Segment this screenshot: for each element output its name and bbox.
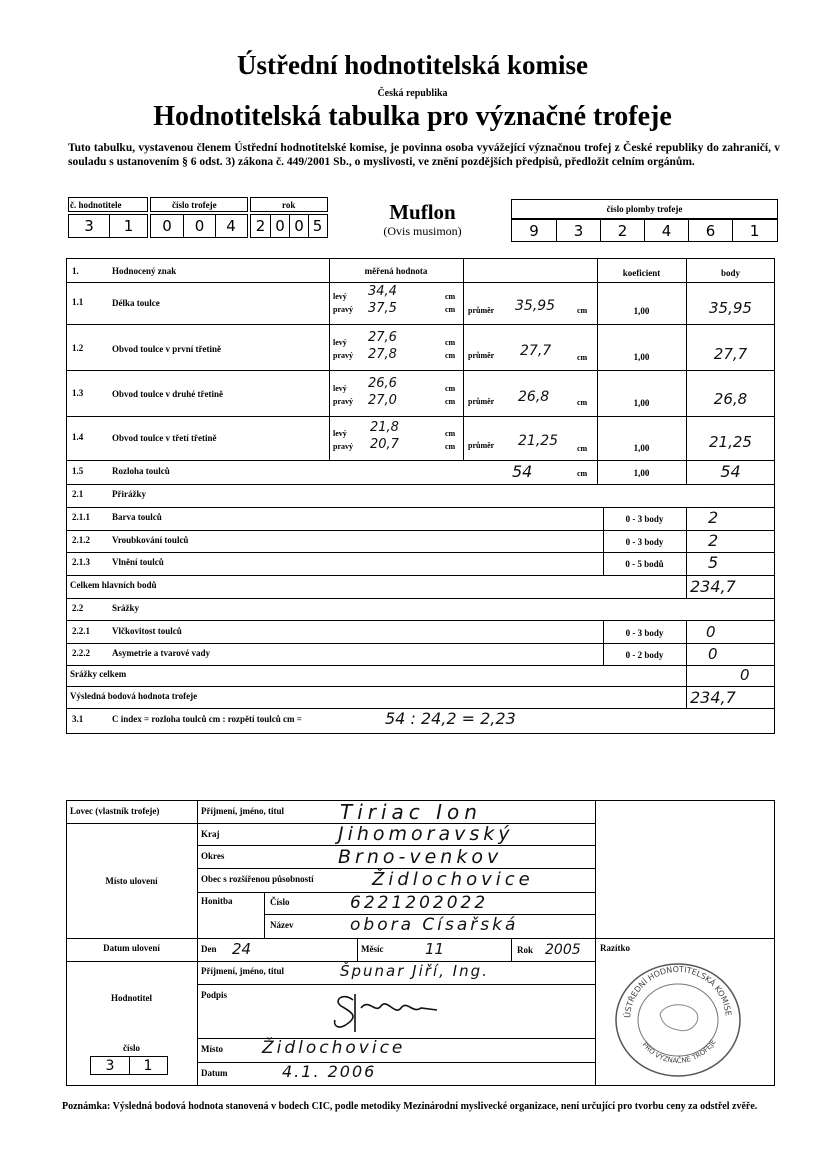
col-points-header: body [720, 268, 740, 278]
col-num-header: 1. [72, 266, 79, 276]
coef-value: 1,00 [633, 468, 650, 478]
col-coef-header: koeficient [622, 268, 661, 278]
issue-date-value: 4.1. 2006 [282, 1062, 377, 1081]
row-num: 2.1.3 [72, 557, 90, 567]
unit-label: cm [445, 384, 456, 393]
unit-label: cm [445, 292, 456, 301]
col-measured-header: měřená hodnota [364, 266, 428, 276]
avg-label: průměr [468, 351, 495, 360]
left-value: 34,4 [368, 284, 397, 299]
points-value: 0 [706, 623, 716, 641]
digit: 0 [183, 215, 215, 237]
digit: 0 [289, 215, 308, 237]
ground-name-label: Název [270, 920, 294, 930]
digit: 2 [255, 217, 266, 235]
avg-value: 27,7 [520, 343, 552, 359]
name-label: Příjmení, jméno, titul [201, 806, 284, 816]
year-boxes [250, 214, 328, 238]
coef-value: 1,00 [633, 352, 650, 362]
final-score-label: Výsledná bodová hodnota trofeje [70, 691, 198, 701]
row-name: Vlčkovitost toulců [112, 626, 182, 636]
final-score-value: 234,7 [690, 688, 736, 707]
total-plus-value: 234,7 [690, 577, 736, 596]
span-value: 54 [512, 462, 533, 481]
avg-value: 21,25 [518, 433, 559, 449]
digit: 5 [308, 215, 326, 237]
date-label: Datum ulovení [103, 943, 160, 953]
svg-text:ÚSTŘEDNÍ HODNOTITELSKÁ KOMISE: ÚSTŘEDNÍ HODNOTITELSKÁ KOMISE [622, 964, 733, 1019]
total-minus-label: Srážky celkem [70, 669, 127, 679]
row-num: 1.4 [72, 432, 84, 442]
evaluator-no-label: č. hodnotitele [70, 200, 122, 210]
points-value: 27,7 [713, 345, 748, 363]
evaluator-no-lower [90, 1056, 168, 1075]
digit: 1 [109, 215, 147, 237]
row-num: 3.1 [72, 714, 84, 724]
municipality-value: Židlochovice [372, 869, 534, 890]
unit-label: cm [445, 442, 456, 451]
section-additions: Přirážky [112, 489, 146, 499]
row-name: Délka toulce [112, 298, 160, 308]
right-label: pravý [333, 397, 353, 406]
digit: 1 [732, 220, 776, 241]
points-range: 0 - 3 body [625, 514, 664, 524]
seal-no-boxes [511, 219, 778, 242]
location-value: Židlochovice [262, 1038, 406, 1058]
points-value: 2 [708, 531, 719, 550]
coef-value: 1,00 [633, 443, 650, 453]
trophy-no-label: číslo trofeje [172, 200, 217, 210]
row-num: 2.2.1 [72, 626, 90, 636]
avg-label: průměr [468, 306, 495, 315]
row-name: Vroubkování toulců [112, 535, 189, 545]
ground-label: Honitba [201, 896, 233, 906]
country-label: Česká republika [377, 88, 448, 99]
cindex-value: 54 : 24,2 = 2,23 [385, 709, 516, 728]
left-label: levý [333, 384, 347, 393]
section-deductions: Srážky [112, 603, 139, 613]
right-value: 27,8 [368, 347, 397, 362]
evaluator-label: Hodnotitel [110, 993, 152, 1003]
evaluator-name-label: Příjmení, jméno, titul [201, 966, 284, 976]
digit: 4 [644, 220, 688, 241]
left-label: levý [333, 338, 347, 347]
row-num: 2.2.2 [72, 648, 90, 658]
points-value: 0 [708, 645, 718, 663]
points-value: 2 [708, 508, 719, 527]
location-label: Místo [201, 1044, 223, 1054]
row-name: Obvod toulce v druhé třetině [112, 389, 223, 399]
coef-value: 1,00 [633, 306, 650, 316]
total-plus-label: Celkem hlavních bodů [70, 580, 157, 590]
row-num: 1.5 [72, 466, 84, 476]
day-value: 24 [232, 940, 252, 958]
row-num: 1.2 [72, 343, 84, 353]
issue-date-label: Datum [201, 1068, 228, 1078]
points-value: 26,8 [713, 390, 748, 408]
stamp-label: Razítko [600, 943, 630, 953]
evaluation-table [66, 258, 775, 734]
municipality-label: Obec s rozšířenou působností [201, 874, 314, 884]
avg-label: průměr [468, 397, 495, 406]
intro-text: Tuto tabulku, vystavenou členem Ústřední hodnotitelské komise, je povinna osoba vyvážející význačnou trofej z České republiky do zahraničí, v souladu s ustanovením § 6 odst. 3) zákona č. 449/2001 Sb., o myslivosti, ve znění pozdějších předpisů, předložit celním orgánům. [68, 142, 780, 168]
points-range: 0 - 5 bodů [625, 559, 664, 569]
place-label: Místo ulovení [105, 876, 158, 886]
district-value: Brno-venkov [338, 846, 503, 868]
points-value: 54 [720, 462, 741, 481]
trophy-no-boxes [150, 214, 248, 238]
digit: 1 [129, 1057, 166, 1074]
digit: 6 [688, 220, 732, 241]
district-label: Okres [201, 851, 225, 861]
hunter-label: Lovec (vlastník trofeje) [70, 806, 160, 816]
row-name: Rozloha toulců [112, 466, 170, 476]
points-range: 0 - 3 body [625, 628, 664, 638]
svg-text:PRO VÝZNAČNÉ TROFEJE: PRO VÝZNAČNÉ TROFEJE [640, 1038, 718, 1065]
points-value: 5 [708, 553, 719, 572]
unit-label: cm [445, 351, 456, 360]
evaluator-name-value: Špunar Jiří, Ing. [340, 962, 489, 980]
unit-label: cm [445, 397, 456, 406]
points-range: 0 - 3 body [625, 537, 664, 547]
digit: 4 [215, 215, 246, 237]
unit-label: cm [577, 306, 588, 315]
row-name: Obvod toulce v první třetině [112, 344, 221, 354]
region-value: Jihomoravský [338, 823, 514, 845]
digit: 2 [600, 220, 644, 241]
unit-label: cm [577, 469, 588, 478]
right-label: pravý [333, 442, 353, 451]
points-value: 35,95 [709, 299, 752, 317]
row-num: 1.1 [72, 297, 84, 307]
species-latin: (Ovis musimon) [383, 224, 462, 238]
row-num: 2.1.2 [72, 535, 90, 545]
digit: 0 [162, 217, 172, 235]
ground-number-value: 6221202022 [350, 893, 489, 913]
right-label: pravý [333, 305, 353, 314]
seal-no-label: číslo plomby trofeje [606, 204, 683, 214]
avg-value: 26,8 [518, 389, 550, 405]
document-title: Hodnotitelská tabulka pro význačné trofeje [153, 101, 672, 132]
left-value: 26,6 [368, 376, 397, 391]
region-label: Kraj [201, 829, 220, 839]
year-label-lower: Rok [517, 945, 534, 955]
row-num: 2.1.1 [72, 512, 90, 522]
month-value: 11 [425, 940, 445, 958]
coef-value: 1,00 [633, 398, 650, 408]
left-label: levý [333, 429, 347, 438]
ground-number-label: Číslo [270, 897, 290, 907]
signature-label: Podpis [201, 990, 228, 1000]
right-label: pravý [333, 351, 353, 360]
row-num: 2.2 [72, 603, 84, 613]
avg-label: průměr [468, 441, 495, 450]
unit-label: cm [445, 338, 456, 347]
unit-label: cm [445, 429, 456, 438]
row-name: Vlnění toulců [112, 557, 164, 567]
year-value: 2005 [545, 942, 581, 958]
species-name: Muflon [389, 200, 456, 224]
row-num: 1.3 [72, 388, 84, 398]
col-name-header: Hodnocený znak [112, 266, 177, 276]
avg-value: 35,95 [515, 298, 556, 314]
footnote: Poznámka: Výsledná bodová hodnota stanovená v bodech CIC, podle metodiky Mezinárodní myslivecké organizace, není určující pro tvorbu ceny za odstřel zvěře. [62, 1101, 758, 1112]
digit: 3 [556, 220, 600, 241]
evaluator-no-boxes [68, 214, 148, 238]
digit: 3 [105, 1057, 115, 1074]
official-stamp [608, 958, 748, 1078]
evaluator-no-label-lower: číslo [123, 1043, 140, 1053]
left-value: 27,6 [368, 330, 397, 345]
year-label: rok [282, 200, 296, 210]
unit-label: cm [577, 353, 588, 362]
right-value: 20,7 [370, 437, 399, 452]
left-value: 21,8 [370, 420, 399, 435]
digit: 0 [270, 215, 289, 237]
total-minus-value: 0 [740, 666, 750, 684]
row-name: Obvod toulce v třetí třetině [112, 433, 217, 443]
unit-label: cm [577, 398, 588, 407]
points-range: 0 - 2 body [625, 650, 664, 660]
row-name: Asymetrie a tvarové vady [112, 648, 211, 658]
left-label: levý [333, 292, 347, 301]
hunter-name: Tiriac Ion [340, 800, 482, 824]
unit-label: cm [577, 444, 588, 453]
digit: 3 [84, 217, 94, 235]
day-label: Den [201, 944, 217, 954]
unit-label: cm [445, 305, 456, 314]
signature [325, 986, 445, 1036]
digit: 9 [529, 221, 539, 240]
points-value: 21,25 [709, 433, 752, 451]
right-value: 37,5 [368, 301, 397, 316]
ground-name-value: obora Císařská [350, 915, 519, 935]
org-title: Ústřední hodnotitelská komise [236, 50, 589, 80]
month-label: Měsíc [361, 944, 384, 954]
row-name: Barva toulců [112, 512, 162, 522]
right-value: 27,0 [368, 393, 397, 408]
row-num: 2.1 [72, 489, 84, 499]
cindex-label: C index = rozloha toulců cm : rozpětí toulců cm = [112, 714, 302, 724]
